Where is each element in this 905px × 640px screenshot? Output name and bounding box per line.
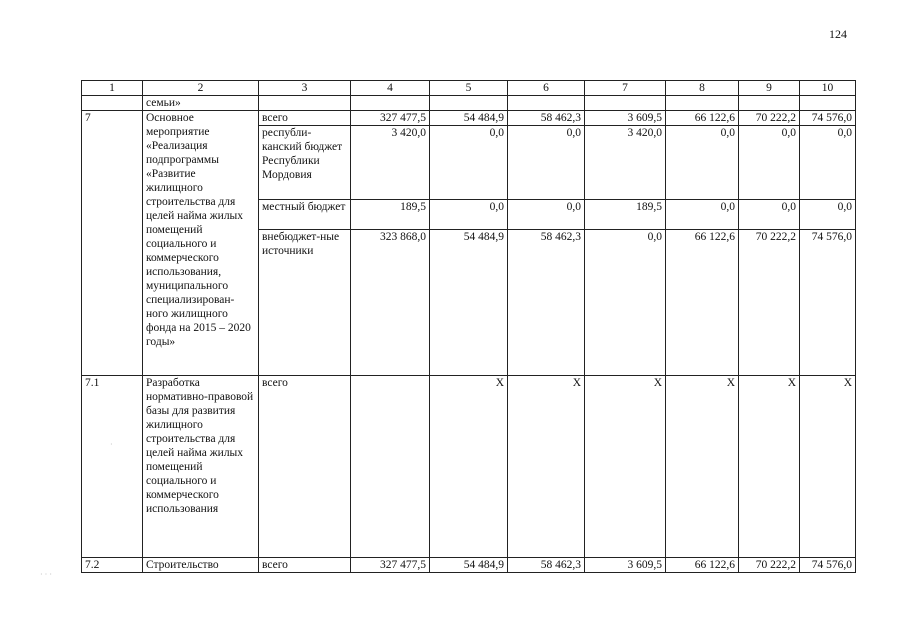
activity-name: Строительство xyxy=(143,558,259,573)
carryover-row xyxy=(82,96,856,111)
table-row xyxy=(82,558,856,573)
value-cell: 0,0 xyxy=(585,230,666,376)
value-cell: 54 484,9 xyxy=(430,111,508,126)
funding-source: республи-канский бюджет Республики Мордовия xyxy=(259,126,351,200)
value-cell: 66 122,6 xyxy=(666,111,739,126)
value-cell: 0,0 xyxy=(739,126,800,200)
funding-source: всего xyxy=(259,376,351,558)
value-cell: 74 576,0 xyxy=(800,111,856,126)
program-funding-table xyxy=(81,80,856,573)
value-cell: X xyxy=(585,376,666,558)
scan-speck: · · · xyxy=(40,570,52,579)
row-id: 7.2 xyxy=(82,558,143,573)
value-cell: 70 222,2 xyxy=(739,111,800,126)
column-header: 6 xyxy=(508,81,585,96)
value-cell: 54 484,9 xyxy=(430,558,508,573)
value-cell: 0,0 xyxy=(508,126,585,200)
column-header: 3 xyxy=(259,81,351,96)
column-header: 2 xyxy=(143,81,259,96)
value-cell: 0,0 xyxy=(666,126,739,200)
value-cell: X xyxy=(739,376,800,558)
value-cell: 74 576,0 xyxy=(800,558,856,573)
column-header: 8 xyxy=(666,81,739,96)
value-cell: 3 420,0 xyxy=(351,126,430,200)
value-cell: 0,0 xyxy=(508,200,585,230)
value-cell: 58 462,3 xyxy=(508,111,585,126)
value-cell: 70 222,2 xyxy=(739,230,800,376)
value-cell: X xyxy=(508,376,585,558)
row-id: 7.1 xyxy=(82,376,143,558)
value-cell: 0,0 xyxy=(666,200,739,230)
value-cell: 323 868,0 xyxy=(351,230,430,376)
value-cell: 3 609,5 xyxy=(585,558,666,573)
column-header: 5 xyxy=(430,81,508,96)
value-cell xyxy=(351,376,430,558)
value-cell: X xyxy=(430,376,508,558)
column-header: 9 xyxy=(739,81,800,96)
carryover-text: семьи» xyxy=(143,96,259,111)
value-cell: 0,0 xyxy=(739,200,800,230)
value-cell: 54 484,9 xyxy=(430,230,508,376)
scan-speck: · xyxy=(110,440,113,449)
funding-source: местный бюджет xyxy=(259,200,351,230)
value-cell: 70 222,2 xyxy=(739,558,800,573)
value-cell: X xyxy=(666,376,739,558)
value-cell: 58 462,3 xyxy=(508,230,585,376)
value-cell: 74 576,0 xyxy=(800,230,856,376)
funding-source: всего xyxy=(259,111,351,126)
activity-name: Основное мероприятие «Реализация подпрограммы «Развитие жилищного строительства для целей найма жилых помещений социального и коммерческого использования, муниципального специализирован-ного жилищного фонда на 2015 – 2020 годы» xyxy=(143,111,259,376)
column-header: 4 xyxy=(351,81,430,96)
column-header: 7 xyxy=(585,81,666,96)
row-id: 7 xyxy=(82,111,143,376)
value-cell: 189,5 xyxy=(351,200,430,230)
value-cell: 327 477,5 xyxy=(351,558,430,573)
column-header: 10 xyxy=(800,81,856,96)
value-cell: 3 609,5 xyxy=(585,111,666,126)
value-cell: 189,5 xyxy=(585,200,666,230)
value-cell: 0,0 xyxy=(800,200,856,230)
value-cell: 66 122,6 xyxy=(666,558,739,573)
activity-name: Разработка нормативно-правовой базы для развития жилищного строительства для целей найма жилых помещений социального и коммерческого использования xyxy=(143,376,259,558)
value-cell: 58 462,3 xyxy=(508,558,585,573)
table-row xyxy=(82,111,856,126)
funding-source: внебюджет-ные источники xyxy=(259,230,351,376)
value-cell: 0,0 xyxy=(430,200,508,230)
column-number-header-row xyxy=(82,81,856,96)
funding-source: всего xyxy=(259,558,351,573)
value-cell: 0,0 xyxy=(430,126,508,200)
value-cell: 3 420,0 xyxy=(585,126,666,200)
column-header: 1 xyxy=(82,81,143,96)
table-row xyxy=(82,376,856,558)
page-number: 124 xyxy=(829,27,847,41)
value-cell: 327 477,5 xyxy=(351,111,430,126)
value-cell: 66 122,6 xyxy=(666,230,739,376)
value-cell: 0,0 xyxy=(800,126,856,200)
value-cell: X xyxy=(800,376,856,558)
